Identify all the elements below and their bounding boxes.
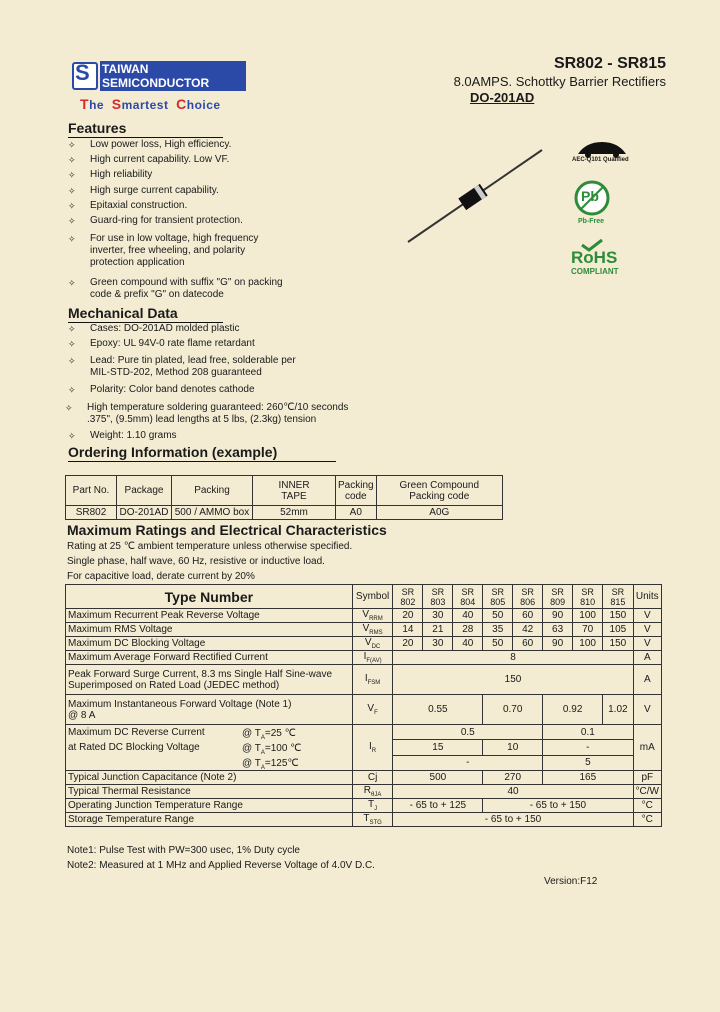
value-cell: 5 bbox=[543, 755, 633, 770]
ifsm-row bbox=[66, 665, 662, 695]
ordering-cell: SR802 bbox=[66, 506, 117, 520]
ordering-cell: A0G bbox=[376, 506, 502, 520]
value-cell: 50 bbox=[483, 637, 513, 651]
value-cell: 40 bbox=[393, 785, 633, 799]
mechanical-item: ✧ Epoxy: UL 94V-0 rate flame retardant bbox=[68, 338, 255, 349]
tstg-row bbox=[66, 813, 662, 827]
ir-row-1 bbox=[66, 725, 662, 740]
vdc-row bbox=[66, 637, 662, 651]
param-symbol: $I_{FSM}$ bbox=[352, 665, 393, 695]
package-name: DO-201AD bbox=[470, 90, 535, 105]
value-cell: 20 bbox=[393, 637, 423, 651]
mechanical-item: ✧ Weight: 1.10 grams bbox=[68, 430, 177, 441]
ordering-cell: DO-201AD bbox=[117, 506, 172, 520]
value-cell: 0.92 bbox=[543, 695, 603, 725]
units-header: Units bbox=[633, 585, 661, 609]
ordering-header-cell: Package bbox=[117, 476, 172, 506]
feature-item: ✧ Epitaxial construction. bbox=[68, 200, 188, 211]
value-cell: 35 bbox=[483, 623, 513, 637]
ratings-title: Maximum Ratings and Electrical Characteristics bbox=[67, 522, 387, 538]
value-cell: 40 bbox=[453, 609, 483, 623]
param-symbol: $V_{RMS}$ bbox=[352, 623, 393, 637]
ratings-note: Single phase, half wave, 60 Hz, resistive or inductive load. bbox=[67, 556, 325, 567]
value-cell: 10 bbox=[483, 740, 543, 755]
param-symbol: $V_{RRM}$ bbox=[352, 609, 393, 623]
symbol-header: Symbol bbox=[352, 585, 393, 609]
param-label: Operating Junction Temperature Range bbox=[66, 799, 353, 813]
value-cell: 70 bbox=[573, 623, 603, 637]
cj-row bbox=[66, 771, 662, 785]
unit-cell: V bbox=[633, 609, 661, 623]
mechanical-title: Mechanical Data bbox=[68, 305, 223, 323]
ratings-note: Rating at 25 ℃ ambient temperature unless otherwise specified. bbox=[67, 541, 353, 552]
unit-cell: A bbox=[633, 651, 661, 665]
unit-cell: V bbox=[633, 695, 661, 725]
value-cell: 30 bbox=[423, 609, 453, 623]
value-cell: 1.02 bbox=[603, 695, 633, 725]
feature-item: ✧ High current capability. Low VF. bbox=[68, 154, 230, 165]
rohs-label: RoHS bbox=[571, 248, 618, 267]
param-symbol: $T_J$ bbox=[352, 799, 393, 813]
ordering-header-cell: Packing code bbox=[336, 476, 377, 506]
tj-row bbox=[66, 799, 662, 813]
part-header: SR 802 bbox=[393, 585, 423, 609]
part-header: SR 815 bbox=[603, 585, 633, 609]
param-symbol: $V_{DC}$ bbox=[352, 637, 393, 651]
value-cell: 165 bbox=[543, 771, 633, 785]
value-cell: 150 bbox=[603, 609, 633, 623]
value-cell: 90 bbox=[543, 637, 573, 651]
value-cell: 0.55 bbox=[393, 695, 483, 725]
aec-label: AEC-Q101 Qualified bbox=[572, 157, 629, 163]
version-label: Version:F12 bbox=[544, 876, 598, 887]
value-cell: 63 bbox=[543, 623, 573, 637]
param-label: Typical Thermal Resistance bbox=[66, 785, 353, 799]
value-cell: 21 bbox=[423, 623, 453, 637]
part-header: SR 810 bbox=[573, 585, 603, 609]
mechanical-item: ✧ High temperature soldering guaranteed: 260℃/10 seconds .375", (9.5mm) lead lengths at 5 lbs, (2.3kg) tension bbox=[65, 402, 349, 425]
unit-cell: mA bbox=[633, 725, 661, 771]
part-header: SR 803 bbox=[423, 585, 453, 609]
diode-illustration bbox=[400, 140, 550, 250]
logo-s-icon: S bbox=[75, 60, 90, 85]
value-cell: 100 bbox=[573, 609, 603, 623]
value-cell: 100 bbox=[573, 637, 603, 651]
footnote-2: Note2: Measured at 1 MHz and Applied Reverse Voltage of 4.0V D.C. bbox=[67, 860, 375, 871]
unit-cell: V bbox=[633, 637, 661, 651]
rohs-compliant-label: COMPLIANT bbox=[571, 267, 619, 276]
part-range-title: SR802 - SR815 bbox=[553, 55, 666, 72]
param-symbol: $I_{F(AV)}$ bbox=[352, 651, 393, 665]
rth-row bbox=[66, 785, 662, 799]
feature-item: ✧ Low power loss, High efficiency. bbox=[68, 139, 232, 150]
param-symbol: $R_{\theta JA}$ bbox=[352, 785, 393, 799]
ifav-row bbox=[66, 651, 662, 665]
param-label: Maximum Recurrent Peak Reverse Voltage bbox=[66, 609, 353, 623]
feature-item: ✧ For use in low voltage, high frequency inverter, free wheeling, and polarity protection application bbox=[68, 233, 259, 268]
vrrm-row bbox=[66, 609, 662, 623]
value-cell: 150 bbox=[393, 665, 633, 695]
ratings-table bbox=[65, 584, 662, 827]
value-cell: 0.70 bbox=[483, 695, 543, 725]
value-cell: 40 bbox=[453, 637, 483, 651]
param-label: Maximum Instantaneous Forward Voltage (Note 1) @ 8 A bbox=[66, 695, 353, 725]
device-description: 8.0AMPS. Schottky Barrier Rectifiers bbox=[453, 74, 666, 89]
value-cell: 500 bbox=[393, 771, 483, 785]
value-cell: 30 bbox=[423, 637, 453, 651]
value-cell: 105 bbox=[603, 623, 633, 637]
value-cell: - bbox=[393, 755, 543, 770]
ordering-header-row bbox=[66, 476, 503, 506]
param-symbol: $V_F$ bbox=[352, 695, 393, 725]
value-cell: 42 bbox=[513, 623, 543, 637]
tagline: The Smartest Choice bbox=[80, 96, 221, 112]
value-cell: 15 bbox=[393, 740, 483, 755]
param-label: Maximum RMS Voltage bbox=[66, 623, 353, 637]
value-cell: 270 bbox=[483, 771, 543, 785]
pb-label: Pb bbox=[581, 188, 599, 204]
vrms-row bbox=[66, 623, 662, 637]
mechanical-item: ✧ Polarity: Color band denotes cathode bbox=[68, 384, 255, 395]
value-cell: 90 bbox=[543, 609, 573, 623]
feature-item: ✧ High surge current capability. bbox=[68, 185, 219, 196]
pb-free-label: Pb-Free bbox=[578, 218, 605, 225]
footnote-1: Note1: Pulse Test with PW=300 usec, 1% Duty cycle bbox=[67, 845, 300, 856]
unit-cell: pF bbox=[633, 771, 661, 785]
unit-cell: °C bbox=[633, 813, 661, 827]
value-cell: 60 bbox=[513, 637, 543, 651]
feature-item: ✧ High reliability bbox=[68, 169, 153, 180]
value-cell: 28 bbox=[453, 623, 483, 637]
unit-cell: °C/W bbox=[633, 785, 661, 799]
part-header: SR 804 bbox=[453, 585, 483, 609]
ordering-title: Ordering Information (example) bbox=[68, 444, 336, 462]
param-label: Typical Junction Capacitance (Note 2) bbox=[66, 771, 353, 785]
value-cell: 8 bbox=[393, 651, 633, 665]
value-cell: - bbox=[543, 740, 633, 755]
ordering-cell: 500 / AMMO box bbox=[172, 506, 253, 520]
unit-cell: V bbox=[633, 623, 661, 637]
ordering-header-cell: INNER TAPE bbox=[253, 476, 336, 506]
part-header: SR 805 bbox=[483, 585, 513, 609]
ratings-header-row bbox=[66, 585, 662, 609]
param-label: Maximum Average Forward Rectified Current bbox=[66, 651, 353, 665]
param-label: Storage Temperature Range bbox=[66, 813, 353, 827]
features-title: Features bbox=[68, 120, 223, 138]
param-symbol: $T_{STG}$ bbox=[352, 813, 393, 827]
unit-cell: °C bbox=[633, 799, 661, 813]
value-cell: 20 bbox=[393, 609, 423, 623]
vf-row bbox=[66, 695, 662, 725]
value-cell: 14 bbox=[393, 623, 423, 637]
mechanical-item: ✧ Lead: Pure tin plated, lead free, solderable per MIL-STD-202, Method 208 guaranteed bbox=[68, 355, 296, 378]
value-cell: 0.5 bbox=[393, 725, 543, 740]
ordering-header-cell: Packing bbox=[172, 476, 253, 506]
value-cell: - 65 to + 125 bbox=[393, 799, 483, 813]
ordering-header-cell: Part No. bbox=[66, 476, 117, 506]
value-cell: 0.1 bbox=[543, 725, 633, 740]
param-label: Maximum DC Reverse Current @ $T_A=25$ ℃ at Rated DC Blocking Voltage @ $T_A=100$ ℃ @ $T_A=125℃$ bbox=[66, 725, 353, 771]
mechanical-item: ✧ Cases: DO-201AD molded plastic bbox=[68, 323, 240, 334]
ordering-row bbox=[66, 506, 503, 520]
company-name: TAIWAN SEMICONDUCTOR bbox=[100, 61, 246, 91]
unit-cell: A bbox=[633, 665, 661, 695]
ordering-header-cell: Green Compound Packing code bbox=[376, 476, 502, 506]
value-cell: 50 bbox=[483, 609, 513, 623]
ratings-note: For capacitive load, derate current by 20% bbox=[67, 571, 255, 582]
value-cell: - 65 to + 150 bbox=[393, 813, 633, 827]
ordering-cell: A0 bbox=[336, 506, 377, 520]
part-header: SR 809 bbox=[543, 585, 573, 609]
param-symbol: Cj bbox=[352, 771, 393, 785]
param-label: Peak Forward Surge Current, 8.3 ms Single Half Sine-wave Superimposed on Rated Load (JEDEC method) bbox=[66, 665, 353, 695]
param-label: Maximum DC Blocking Voltage bbox=[66, 637, 353, 651]
value-cell: 60 bbox=[513, 609, 543, 623]
type-number-header: Type Number bbox=[66, 585, 353, 609]
feature-item: ✧ Green compound with suffix "G" on packing code & prefix "G" on datecode bbox=[68, 277, 283, 300]
ordering-table bbox=[65, 475, 503, 520]
ordering-cell: 52mm bbox=[253, 506, 336, 520]
value-cell: 150 bbox=[603, 637, 633, 651]
param-symbol: $I_R$ bbox=[352, 725, 393, 771]
part-header: SR 806 bbox=[513, 585, 543, 609]
feature-item: ✧ Guard-ring for transient protection. bbox=[68, 215, 243, 226]
value-cell: - 65 to + 150 bbox=[483, 799, 633, 813]
